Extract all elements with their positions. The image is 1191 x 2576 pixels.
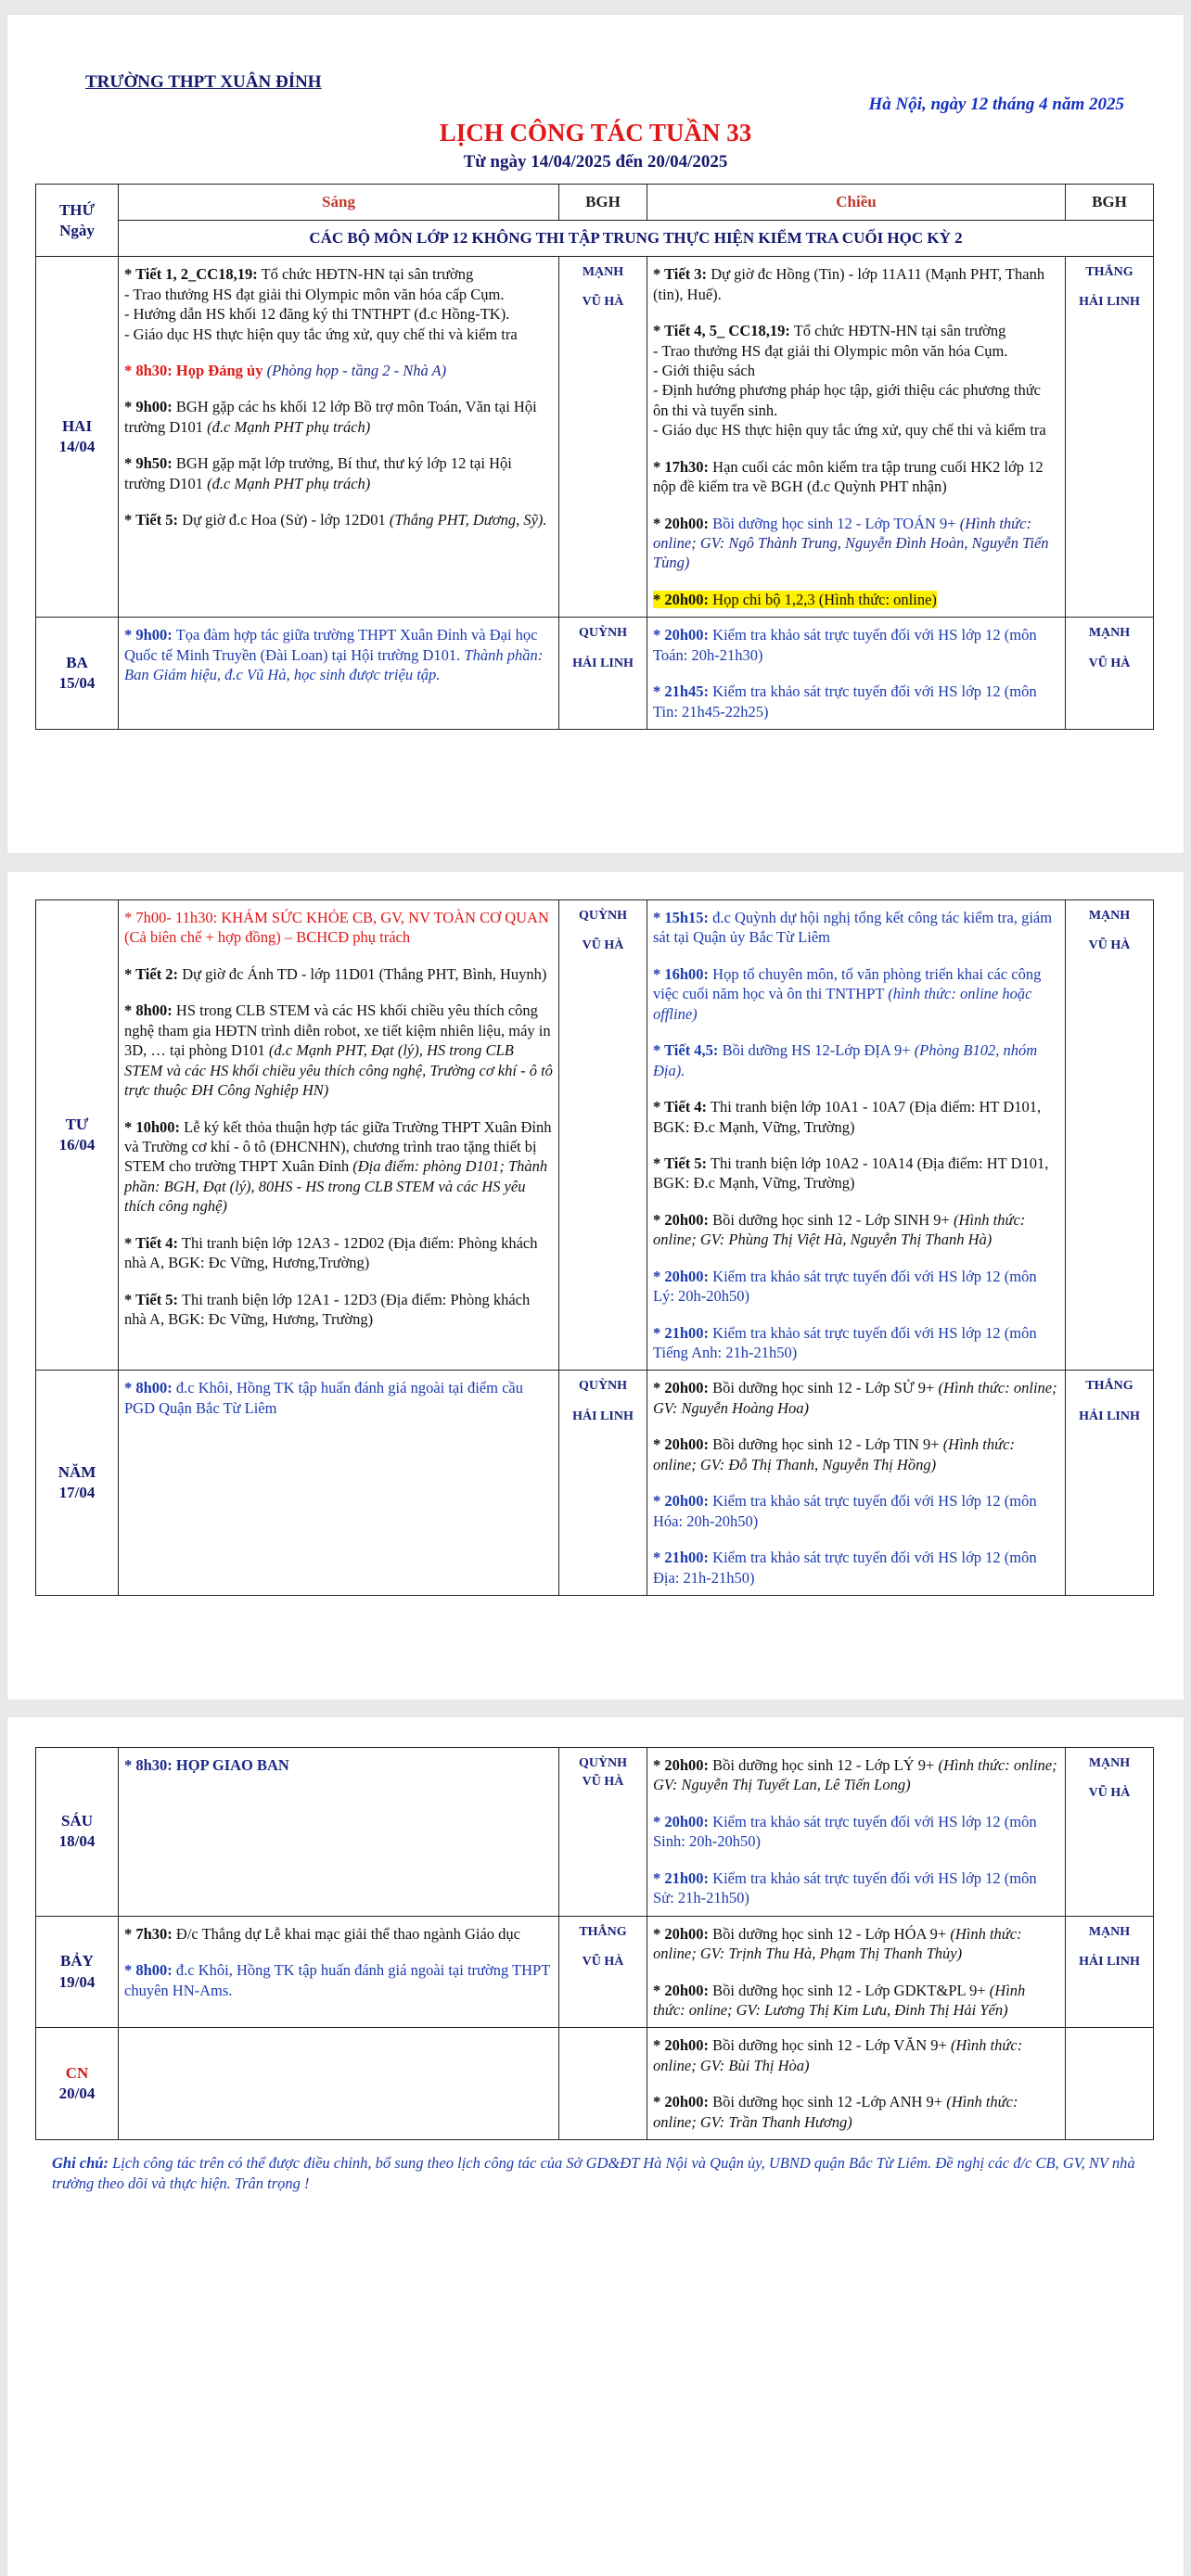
list-item: * 20h00: Bồi dưỡng học sinh 12 - Lớp TIN 9+ (Hình thức: online; GV: Đỗ Thị Thanh, Nguyễn Thị Hồng)	[653, 1435, 1015, 1473]
bgh-morning-cell: QUỲNH VŨ HÀ	[559, 900, 647, 1371]
morning-cell	[119, 2028, 559, 2140]
afternoon-cell	[647, 900, 1066, 1371]
list-item: * 20h00: Bồi dưỡng học sinh 12 -Lớp ANH 9+ (Hình thức: online; GV: Trần Thanh Hương)	[653, 2093, 1018, 2131]
header-day: THỨ Ngày	[36, 185, 119, 257]
list-item: * 8h00: đ.c Khôi, Hồng TK tập huấn đánh giá ngoài tại trường THPT chuyên HN-Ams.	[124, 1961, 550, 1999]
morning-cell	[119, 1748, 559, 1917]
afternoon-cell	[647, 2028, 1066, 2140]
day-date: 20/04	[58, 2085, 96, 2103]
bgh-afternoon-cell	[1066, 2028, 1154, 2140]
day-cell	[36, 257, 119, 618]
list-item: * 8h30: Họp Đảng ủy (Phòng họp - tầng 2 - Nhà A)	[124, 361, 447, 379]
bgh-morning-cell: THẮNG VŨ HÀ	[559, 1916, 647, 2028]
list-item: * Tiết 4, 5_ CC18,19: Tổ chức HĐTN-HN tại sân trường - Trao thưởng HS đạt giải thi Olympic môn văn hóa Cụm. - Giới thiệu sách - Định hướng phương pháp học tập, giới thiệu các phương thức ôn thi và tuyển sinh. - Giáo dục HS thực hiện quy tắc ứng xử, quy chế thi và kiểm tra	[653, 322, 1046, 440]
day-date: 16/04	[58, 1136, 96, 1154]
day-cell	[36, 900, 119, 1371]
page-title: LỊCH CÔNG TÁC TUẦN 33	[439, 119, 752, 147]
list-item: * Tiết 3: Dự giờ đc Hồng (Tin) - lớp 11A11 (Mạnh PHT, Thanh (tin), Huế).	[653, 265, 1045, 303]
list-item: * 21h00: Kiểm tra khảo sát trực tuyến đối với HS lớp 12 (môn Địa: 21h-21h50)	[653, 1549, 1037, 1587]
list-item: * 17h30: Hạn cuối các môn kiểm tra tập trung cuối HK2 lớp 12 nộp đề kiểm tra về BGH (đ.c Quỳnh PHT nhận)	[653, 457, 1044, 496]
header-bgh: BGH	[559, 185, 647, 221]
list-item: * 9h00: BGH gặp các hs khối 12 lớp Bồ trợ môn Toán, Văn tại Hội trường D101 (đ.c Mạnh PHT phụ trách)	[124, 398, 537, 436]
day-date: 14/04	[58, 438, 96, 456]
morning-cell	[119, 900, 559, 1371]
list-item: * 21h00: Kiểm tra khảo sát trực tuyến đối với HS lớp 12 (môn Sử: 21h-21h50)	[653, 1868, 1037, 1907]
day-cell	[36, 1371, 119, 1596]
footnote-label: Ghi chú:	[52, 2154, 109, 2172]
schedule-table-2	[35, 899, 1154, 1596]
header-bgh-2: BGH	[1066, 185, 1154, 221]
day-name: SÁU	[60, 1812, 93, 1830]
document-date: Hà Nội, ngày 12 tháng 4 năm 2025	[868, 95, 1124, 114]
school-name: TRƯỜNG THPT XUÂN ĐỈNH	[85, 72, 322, 92]
schedule-table-3	[35, 1747, 1154, 2140]
bgh-morning-cell: QUỲNH HẢI LINH	[559, 618, 647, 730]
bgh-afternoon-cell: MẠNH VŨ HÀ	[1066, 618, 1154, 730]
bgh-morning-cell: QUỲNH VŨ HÀ	[559, 1748, 647, 1917]
day-name: CN	[65, 2064, 89, 2083]
day-cell	[36, 2028, 119, 2140]
notice-row	[36, 221, 1154, 257]
list-item: * Tiết 4,5: Bồi dưỡng HS 12-Lớp ĐỊA 9+ (Phòng B102, nhóm Địa).	[653, 1041, 1038, 1079]
list-item: * Tiết 5: Dự giờ đ.c Hoa (Sử) - lớp 12D01 (Thắng PHT, Dương, Sỹ).	[124, 511, 547, 529]
list-item: * 10h00: Lễ ký kết thỏa thuận hợp tác giữa Trường THPT Xuân Đỉnh và Trường cơ khí - ô tô (ĐHCNHN), chương trình trao tặng thiết bị STEM cho trường THPT Xuân Đỉnh (Địa điểm: phòng D101; Thành phần: BGH, Đạt (lý), 80HS - HS trong CLB STEM và các HS yêu thích công nghệ)	[124, 1117, 552, 1216]
day-name: NĂM	[58, 1463, 96, 1482]
bgh-afternoon-cell: THẮNG HẢI LINH	[1066, 257, 1154, 618]
list-item: * 7h00- 11h30: KHÁM SỨC KHỎE CB, GV, NV TOÀN CƠ QUAN (Cả biên chế + hợp đồng) – BCHCĐ phụ trách	[124, 909, 549, 947]
list-item: * 20h00: Kiểm tra khảo sát trực tuyến đối với HS lớp 12 (môn Hóa: 20h-20h50)	[653, 1492, 1037, 1530]
table-row-thursday	[36, 1371, 1154, 1596]
list-item: * 20h00: Bồi dưỡng học sinh 12 - Lớp SINH 9+ (Hình thức: online; GV: Phùng Thị Việt Hà, Nguyễn Thị Thanh Hà)	[653, 1210, 1026, 1249]
list-item: * 20h00: Bồi dưỡng học sinh 12 - Lớp SỬ 9+ (Hình thức: online; GV: Nguyễn Hoàng Hoa)	[653, 1379, 1057, 1417]
list-item: * 20h00: Bồi dưỡng học sinh 12 - Lớp GDKT&PL 9+ (Hình thức: online; GV: Lương Thị Kim Lưu, Đinh Thị Hải Yến)	[653, 1981, 1026, 2019]
list-item: * 8h00: đ.c Khôi, Hồng TK tập huấn đánh giá ngoài tại điểm cầu PGD Quận Bắc Từ Liêm	[124, 1379, 523, 1417]
page-3	[7, 1717, 1184, 2576]
list-item: * 20h00: Bồi dưỡng học sinh 12 - Lớp HÓA 9+ (Hình thức: online; GV: Trịnh Thu Hà, Phạm Thị Thanh Thủy)	[653, 1924, 1022, 1963]
list-item: * 8h00: HS trong CLB STEM và các HS khối chiều yêu thích công nghệ tham gia HĐTN trình diễn robot, xe tiết kiệm nhiên liệu, máy in 3D, … tại phòng D101 (đ.c Mạnh PHT, Đạt (lý), HS trong CLB STEM và các HS khối chiều yêu thích công nghệ, Trường cơ khí - ô tô trực thuộc ĐH Công Nghiệp HN)	[124, 1001, 553, 1100]
list-item: * Tiết 5: Thi tranh biện lớp 10A2 - 10A14 (Địa điểm: HT D101, BGK: Đ.c Mạnh, Vững, Trường)	[653, 1154, 1049, 1192]
day-cell	[36, 618, 119, 730]
table-row-friday	[36, 1748, 1154, 1917]
list-item: * 20h00: Bồi dưỡng học sinh 12 - Lớp LÝ 9+ (Hình thức: online; GV: Nguyễn Thị Tuyết Lan, Lê Tiến Long)	[653, 1756, 1057, 1794]
list-item: * Tiết 1, 2_CC18,19: Tổ chức HĐTN-HN tại sân trường - Trao thưởng HS đạt giải thi Olympic môn văn hóa cấp Cụm. - Hướng dẫn HS khối 12 đăng ký thi TNTHPT (đ.c Hồng-TK). - Giáo dục HS thực hiện quy tắc ứng xử, quy chế thi và kiểm tra	[124, 265, 518, 343]
bgh-morning-cell: MẠNH VŨ HÀ	[559, 257, 647, 618]
afternoon-cell	[647, 1748, 1066, 1917]
day-name: HAI	[61, 417, 93, 436]
morning-cell	[119, 1916, 559, 2028]
day-name: TƯ	[65, 1116, 89, 1134]
afternoon-cell	[647, 1916, 1066, 2028]
list-item: * 20h00: Kiểm tra khảo sát trực tuyến đối với HS lớp 12 (môn Lý: 20h-20h50)	[653, 1267, 1037, 1306]
bgh-morning-cell	[559, 2028, 647, 2140]
exam-notice: CÁC BỘ MÔN LỚP 12 KHÔNG THI TẬP TRUNG THỰC HIỆN KIỂM TRA CUỐI HỌC KỲ 2	[119, 221, 1154, 257]
day-date: 19/04	[58, 1972, 96, 1991]
list-item: * 21h00: Kiểm tra khảo sát trực tuyến đối với HS lớp 12 (môn Tiếng Anh: 21h-21h50)	[653, 1323, 1037, 1361]
table-row-saturday	[36, 1916, 1154, 2028]
list-item: * Tiết 2: Dự giờ đc Ánh TD - lớp 11D01 (Thắng PHT, Bình, Huynh)	[124, 964, 547, 983]
day-cell	[36, 1916, 119, 2028]
list-item: * 20h00: Kiểm tra khảo sát trực tuyến đối với HS lớp 12 (môn Toán: 20h-21h30)	[653, 626, 1037, 664]
table-row-monday	[36, 257, 1154, 618]
list-item: * 9h50: BGH gặp mặt lớp trưởng, Bí thư, thư ký lớp 12 tại Hội trường D101 (đ.c Mạnh PHT phụ trách)	[124, 454, 512, 492]
bgh-afternoon-cell: MẠNH VŨ HÀ	[1066, 1748, 1154, 1917]
morning-cell	[119, 618, 559, 730]
table-row-sunday	[36, 2028, 1154, 2140]
schedule-table-1	[35, 184, 1154, 730]
date-range: Từ ngày 14/04/2025 đến 20/04/2025	[463, 152, 728, 172]
footnote-text: Lịch công tác trên có thể được điều chỉnh, bổ sung theo lịch công tác của Sở GD&ĐT Hà Nội và Quận ủy, UBND quận Bắc Từ Liêm. Đề nghị các đ/c CB, GV, NV nhà trường theo dõi và thực hiện. Trân trọng !	[52, 2154, 1135, 2193]
list-item: * Tiết 4: Thi tranh biện lớp 12A3 - 12D02 (Địa điểm: Phòng khách nhà A, BGK: Đc Vững, Hương,Trường)	[124, 1233, 538, 1272]
list-item: * 20h00: Kiểm tra khảo sát trực tuyến đối với HS lớp 12 (môn Sinh: 20h-20h50)	[653, 1812, 1037, 1851]
bgh-afternoon-cell: THẮNG HẢI LINH	[1066, 1371, 1154, 1596]
page-1	[7, 15, 1184, 853]
list-item: * 21h45: Kiểm tra khảo sát trực tuyến đối với HS lớp 12 (môn Tin: 21h45-22h25)	[653, 682, 1037, 721]
table-header-row	[36, 185, 1154, 221]
list-item: * 9h00: Tọa đàm hợp tác giữa trường THPT Xuân Đỉnh và Đại học Quốc tế Minh Truyền (Đài Loan) tại Hội trường D101. Thành phần: Ban Giám hiệu, đ.c Vũ Hà, học sinh được triệu tập.	[124, 626, 544, 684]
list-item: * Tiết 5: Thi tranh biện lớp 12A1 - 12D3 (Địa điểm: Phòng khách nhà A, BGK: Đc Vững, Hương, Trường)	[124, 1290, 531, 1328]
afternoon-cell	[647, 618, 1066, 730]
list-item: * 20h00: Bồi dưỡng học sinh 12 - Lớp VĂN 9+ (Hình thức: online; GV: Bùi Thị Hòa)	[653, 2036, 1023, 2074]
table-row-wednesday	[36, 900, 1154, 1371]
bgh-morning-cell: QUỲNH HẢI LINH	[559, 1371, 647, 1596]
bgh-afternoon-cell: MẠNH VŨ HÀ	[1066, 900, 1154, 1371]
morning-cell	[119, 1371, 559, 1596]
footnote	[52, 2153, 1139, 2195]
day-name: BA	[66, 654, 88, 672]
afternoon-cell	[647, 1371, 1066, 1596]
header-morning: Sáng	[119, 185, 559, 221]
day-cell	[36, 1748, 119, 1917]
list-item: * 20h00: Bồi dưỡng học sinh 12 - Lớp TOÁN 9+ (Hình thức: online; GV: Ngô Thành Trung, Nguyễn Đình Hoàn, Nguyễn Tiến Tùng)	[653, 514, 1049, 572]
header-afternoon: Chiều	[647, 185, 1066, 221]
list-item: * 16h00: Họp tổ chuyên môn, tổ văn phòng triển khai các công việc cuối năm học và ôn thi TNTHPT (hình thức: online hoặc offline)	[653, 964, 1042, 1023]
list-item: * 20h00: Họp chi bộ 1,2,3 (Hình thức: online)	[653, 590, 937, 608]
morning-cell	[119, 257, 559, 618]
day-date: 18/04	[58, 1832, 96, 1851]
page-2	[7, 872, 1184, 1700]
day-date: 15/04	[58, 674, 96, 693]
day-date: 17/04	[58, 1484, 96, 1502]
list-item: * 15h15: đ.c Quỳnh dự hội nghị tổng kết công tác kiểm tra, giám sát tại Quận ủy Bắc Từ Liêm	[653, 909, 1053, 947]
table-row-tuesday	[36, 618, 1154, 730]
afternoon-cell	[647, 257, 1066, 618]
day-name: BẢY	[60, 1952, 94, 1970]
list-item: * 7h30: Đ/c Thắng dự Lễ khai mạc giải thể thao ngành Giáo dục	[124, 1924, 520, 1943]
list-item: * 8h30: HỌP GIAO BAN	[124, 1756, 289, 1774]
bgh-afternoon-cell: MẠNH HẢI LINH	[1066, 1916, 1154, 2028]
list-item: * Tiết 4: Thi tranh biện lớp 10A1 - 10A7 (Địa điểm: HT D101, BGK: Đ.c Mạnh, Vững, Trường)	[653, 1098, 1042, 1136]
